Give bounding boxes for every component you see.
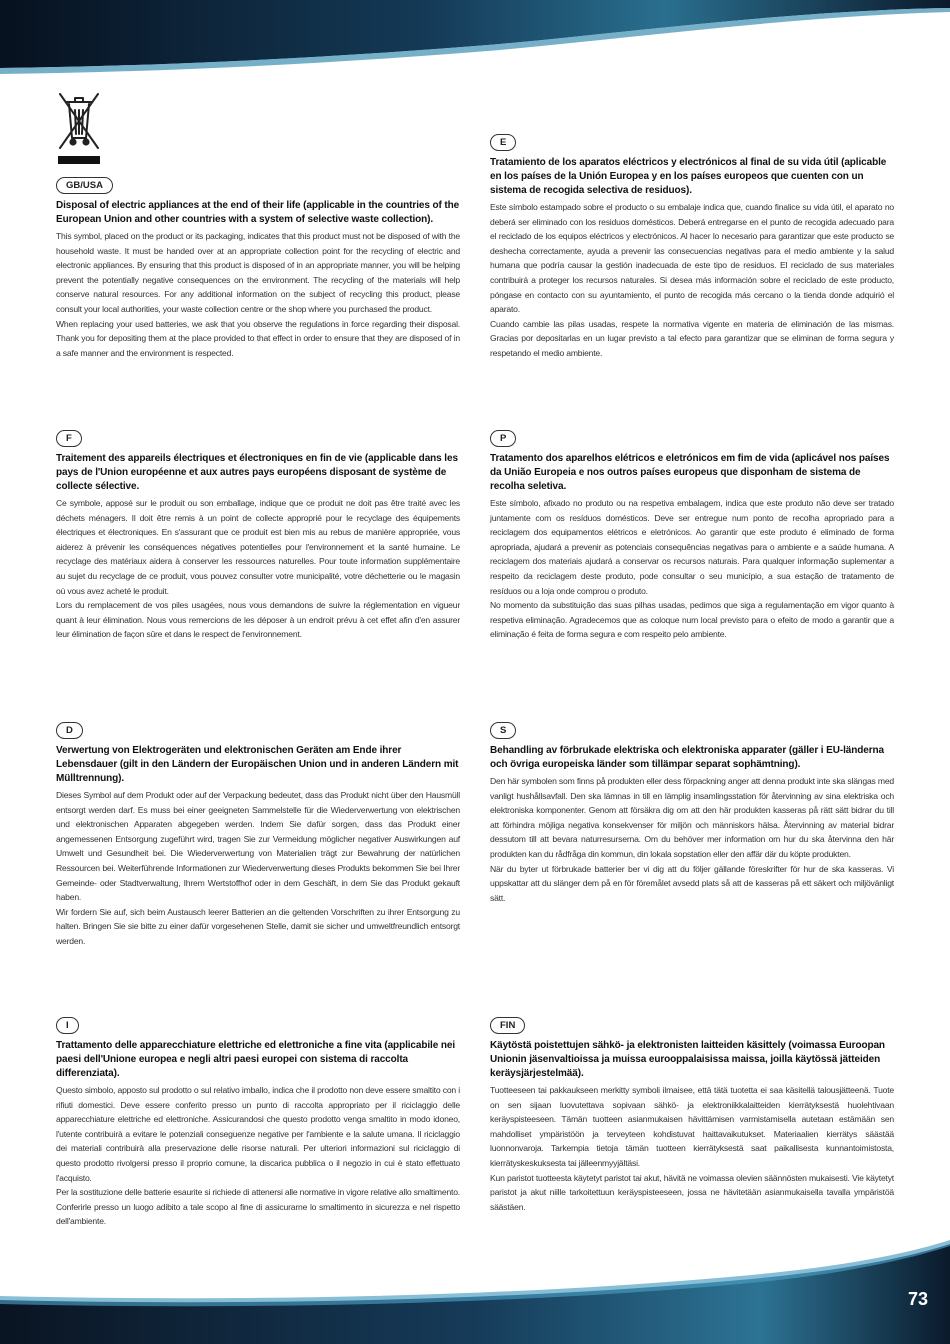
section-paragraph: Wir fordern Sie auf, sich beim Austausch leerer Batterien an die geltenden Vorschriften zu ihrer Entsorgung zu halten. Bringen Sie sie bitte zu einer dafür vorgesehenen Stelle, damit sie sicher und umweltfreundlich entsorgt werden. [56,906,460,946]
section-paragraph: När du byter ut förbrukade batterier ber vi dig att du följer gällande föreskrifter för hur de ska kasseras. Vi uppskattar att du slänger dem på en för föremålet avsedd plats så att de kasseras på ett säkert och miljövänligt sätt. [490,863,894,903]
page-number: 73 [907,1289,928,1309]
section-paragraph: Ce symbole, apposé sur le produit ou son emballage, indique que ce produit ne doit pas être traité avec les déchets ménagers. Il doit être remis à un point de collecte approprié pour le recyclage des équipements électriques et électroniques. En s'assurant que ce produit est bien mis au rebus de manière appropriée, vous aiderez à prévenir les conséquences négatives potentielles pour l'environnement et la santé humaine. Le recyclage des matériaux aidera à conserver les ressources naturelles. Pour toute information supplémentaire au sujet du recyclage de ce produit, vous pouvez consulter votre municipalité, votre déchetterie ou le magasin où vous avez acheté le produit. [56,498,460,596]
section-title: Trattamento delle apparecchiature elettriche ed elettroniche a fine vita (applicabile nei paesi dell'Unione europea e negli altri paesi europei con sistema di raccolta differenziata). [56,1040,456,1079]
section-paragraph: When replacing your used batteries, we ask that you observe the regulations in force regarding their disposal. Thank you for depositing them at the place provided to that effect in order to ensure that they are disposed of in a safe manner and the environment is respected. [56,318,460,358]
section-paragraph: Kun paristot tuotteesta käytetyt paristot tai akut, hävitä ne voimassa olevien säännösten mukaisesti. Vie käytetyt paristot ja akut niille tarkoitettuun keräyspisteeseen, jossa ne hävitetään asianmukaisella tavalla ympäristöä säästäen. [490,1172,894,1212]
section-paragraph: Cuando cambie las pilas usadas, respete la normativa vigente en materia de eliminación de las mismas. Gracias por depositarlas en un lugar previsto a tal efecto para garantizar que se eliminan de forma segura y respetando el medio ambiente. [490,318,894,358]
section-paragraph: Den här symbolen som finns på produkten eller dess förpackning anger att denna produkt inte ska slängas med vanligt hushållsavfall. Den ska lämnas in till en lämplig insamlingsstation för återvinning av sina elektriska och elektroniska komponenter. Genom att försäkra dig om att den här produkten kasseras på rätt sätt bidrar du till att förhindra möjliga negativa konsekvenser för miljön och människors hälsa. Återvinning av material bidrar dessutom till att bevara naturresurserna. Om du behöver mer information om hur du ska återvinna den här produkten kan du rådfråga din kommun, din lokala sopstation eller den affär där du köpte produkten. [490,776,894,859]
section-title: Tratamiento de los aparatos eléctricos y electrónicos al final de su vida útil (aplicable en los países de la Unión Europea y en los países europeos que cuenten con un sistema de recogida selectiva de residuos). [490,157,887,196]
section-title: Verwertung von Elektrogeräten und elektronischen Geräten am Ende ihrer Lebensdauer (gilt in den Ländern der Europäischen Union und in anderen Ländern mit Mülltrennung). [56,745,459,784]
section-paragraph: This symbol, placed on the product or its packaging, indicates that this product must not be disposed of with the household waste. It must be handed over at an appropriate collection point for the recycling of electric and electronic appliances. By ensuring that this product is disposed of in an appropriate manner, you will be helping prevent the potentially negative consequences on the environment. The recycling of the materials will help conserve natural resources. For any additional information on the subject of recycling this product, please consult your local authorities, your waste collection centre or the shop where you purchased the product. [56,231,460,314]
section-i [56,1015,460,1229]
section-paragraph: Dieses Symbol auf dem Produkt oder auf der Verpackung bedeutet, dass das Produkt nicht über den Hausmüll entsorgt werden darf. Es muss bei einer geeigneten Sammelstelle für die Wiederverwertung von elektrischen und elektronischen Apparaten abgegeben werden. Indem Sie dafür sorgen, dass das Produkt einer angemessenen Entsorgung zugeführt wird, tragen Sie zur Vermeidung möglicher negativer Auswirkungen auf Umwelt und Gesundheit bei. Die Wiederverwertung von Materialien trägt zur Bewahrung der natürlichen Ressourcen bei. Weiterführende Informationen zur Wiederverwertung dieses Produkts bekommen Sie bei Ihrer Gemeinde- oder Stadtverwaltung, Ihrem Wertstoffhof oder in dem Geschäft, in dem Sie das Produkt gekauft haben. [56,790,460,903]
section-title: Käytöstä poistettujen sähkö- ja elektronisten laitteiden käsittely (voimassa Euroopan Unionin jäsenvaltioissa ja muissa eurooppalaisissa maissa, joilla käytössä jätteiden keräysjärjestelmää). [490,1040,885,1079]
language-badge: S [490,722,516,739]
section-paragraph: Lors du remplacement de vos piles usagées, nous vous demandons de suivre la réglementation en vigueur quant à leur élimination. Nous vous remercions de les déposer à un endroit prévu à cet effet afin d'en assurer leur élimination de façon sûre et dans le respect de l'environnement. [56,600,460,640]
section-d [56,720,460,949]
section-f [56,428,460,642]
section-paragraph: No momento da substituição das suas pilhas usadas, pedimos que siga a regulamentação em vigor quanto à respetiva eliminação. Agradecemos que as coloque num local previsto para o efeito de modo a garantir que a eliminação é feita de forma segura e com respeito pelo ambiente. [490,600,894,640]
section-title: Traitement des appareils électriques et électroniques en fin de vie (applicable dans les pays de l'Union européenne et aux autres pays européens disposant de système de collecte sélective. [56,453,458,492]
section-paragraph: Questo simbolo, apposto sul prodotto o sul relativo imballo, indica che il prodotto non deve essere smaltito con i rifiuti domestici. Deve essere conferito presso un punto di raccolta appropriato per il riciclaggio delle apparecchiature elettriche ed elettroniche. Assicurandosi che questo prodotto venga smaltito in modo idoneo, l'utente contribuirà a evitare le potenziali conseguenze negative per l'ambiente e la salute umana. Il riciclaggio dei materiali contribuirà alla preservazione delle risorse naturali. Per ulteriori informazioni sul riciclaggio di questo prodotto rivolgersi presso il proprio comune, la discarica pubblica o il negozio in cui è stato effettuato l'acquisto. [56,1085,460,1183]
language-badge: E [490,134,516,151]
crossed-bin-icon [56,90,102,166]
language-badge: D [56,722,83,739]
language-badge: FIN [490,1017,525,1034]
section-e [490,132,894,361]
section-paragraph: Este símbolo, afixado no produto ou na respetiva embalagem, indica que este produto não deve ser tratado juntamente com os resíduos domésticos. Deve ser entregue num ponto de recolha apropriado para a reciclagem dos equipamentos elétricos e eletrónicos. Ao garantir que este produto é eliminado de forma apropriada, ajudará a prevenir as potenciais consequências negativas para o ambiente e a saúde humana. A reciclagem dos materiais ajudará a conservar os recursos naturais. Para qualquer informação suplementar a respeito da reciclagem deste produto, pode consultar o seu município, a sua estação de tratamento de resíduos ou a loja onde comprou o produto. [490,498,894,596]
section-gb-usa [56,175,460,360]
section-p [490,428,894,642]
section-title: Tratamento dos aparelhos elétricos e eletrónicos em fim de vida (aplicável nos países da União Europeia e nos outros países europeus que disponham de sistema de recolha seletiva. [490,453,890,492]
section-s [490,720,894,905]
header-wave-banner [0,0,950,80]
section-paragraph: Este símbolo estampado sobre el producto o su embalaje indica que, cuando finalice su vida útil, el aparato no deberá ser eliminado con los residuos domésticos. Deberá entregarse en el punto de recogida adecuado para el reciclado de los equipos eléctricos y electrónicos. Al hacer lo necesario para garantizar que este producto se deshecha correctamente, ayuda a prevenir las consecuencias negativas para el medio ambiente y la salud humana que podría causar la gestión inadecuada de este tipo de residuos. El reciclado de sus materiales contribuirá a proteger los recursos naturales. Si desea más información sobre el reciclado de este producto, póngase en contacto con su ayuntamiento, el punto de recogida más cercano o la tienda donde adquirió el aparato. [490,202,894,315]
language-badge: GB/USA [56,177,113,194]
section-title: Behandling av förbrukade elektriska och elektroniska apparater (gäller i EU-länderna och övriga europeiska länder som tillämpar separat sophämtning). [490,745,884,770]
section-paragraph: Per la sostituzione delle batterie esaurite si richiede di attenersi alle normative in vigore relative allo smaltimento. Conferirle presso un luogo adibito a tale scopo al fine di assicurarne lo smaltimento in sicurezza e nel rispetto dell'ambiente. [56,1187,460,1227]
section-fin [490,1015,894,1214]
language-badge: I [56,1017,79,1034]
language-badge: P [490,430,516,447]
footer-wave-banner [0,1240,950,1344]
section-title: Disposal of electric appliances at the end of their life (applicable in the countries of the European Union and other countries with a system of selective waste collection). [56,200,460,225]
language-badge: F [56,430,82,447]
section-paragraph: Tuotteeseen tai pakkaukseen merkitty symboli ilmaisee, että tätä tuotetta ei saa käsitellä talousjätteenä. Tuote on sen sijaan luovutettava sopivaan sähkö- ja elektroniikkalaitteiden kierrätyksestä huolehtivaan keräyspisteeseen. Tämän tuotteen asianmukaisen hävittämisen varmistamisella autetaan estämään sen mahdolliset ympäristöön ja terveyteen kohdistuvat haittavaikutukset. Materiaalien kierrätys säästää luonnonvaroja. Tarkempia tietoja tämän tuotteen kierrätyksestä saat paikallisesta kunnantoimistosta, kierrätyskeskuksesta tai jälleenmyyjältäsi. [490,1085,894,1168]
